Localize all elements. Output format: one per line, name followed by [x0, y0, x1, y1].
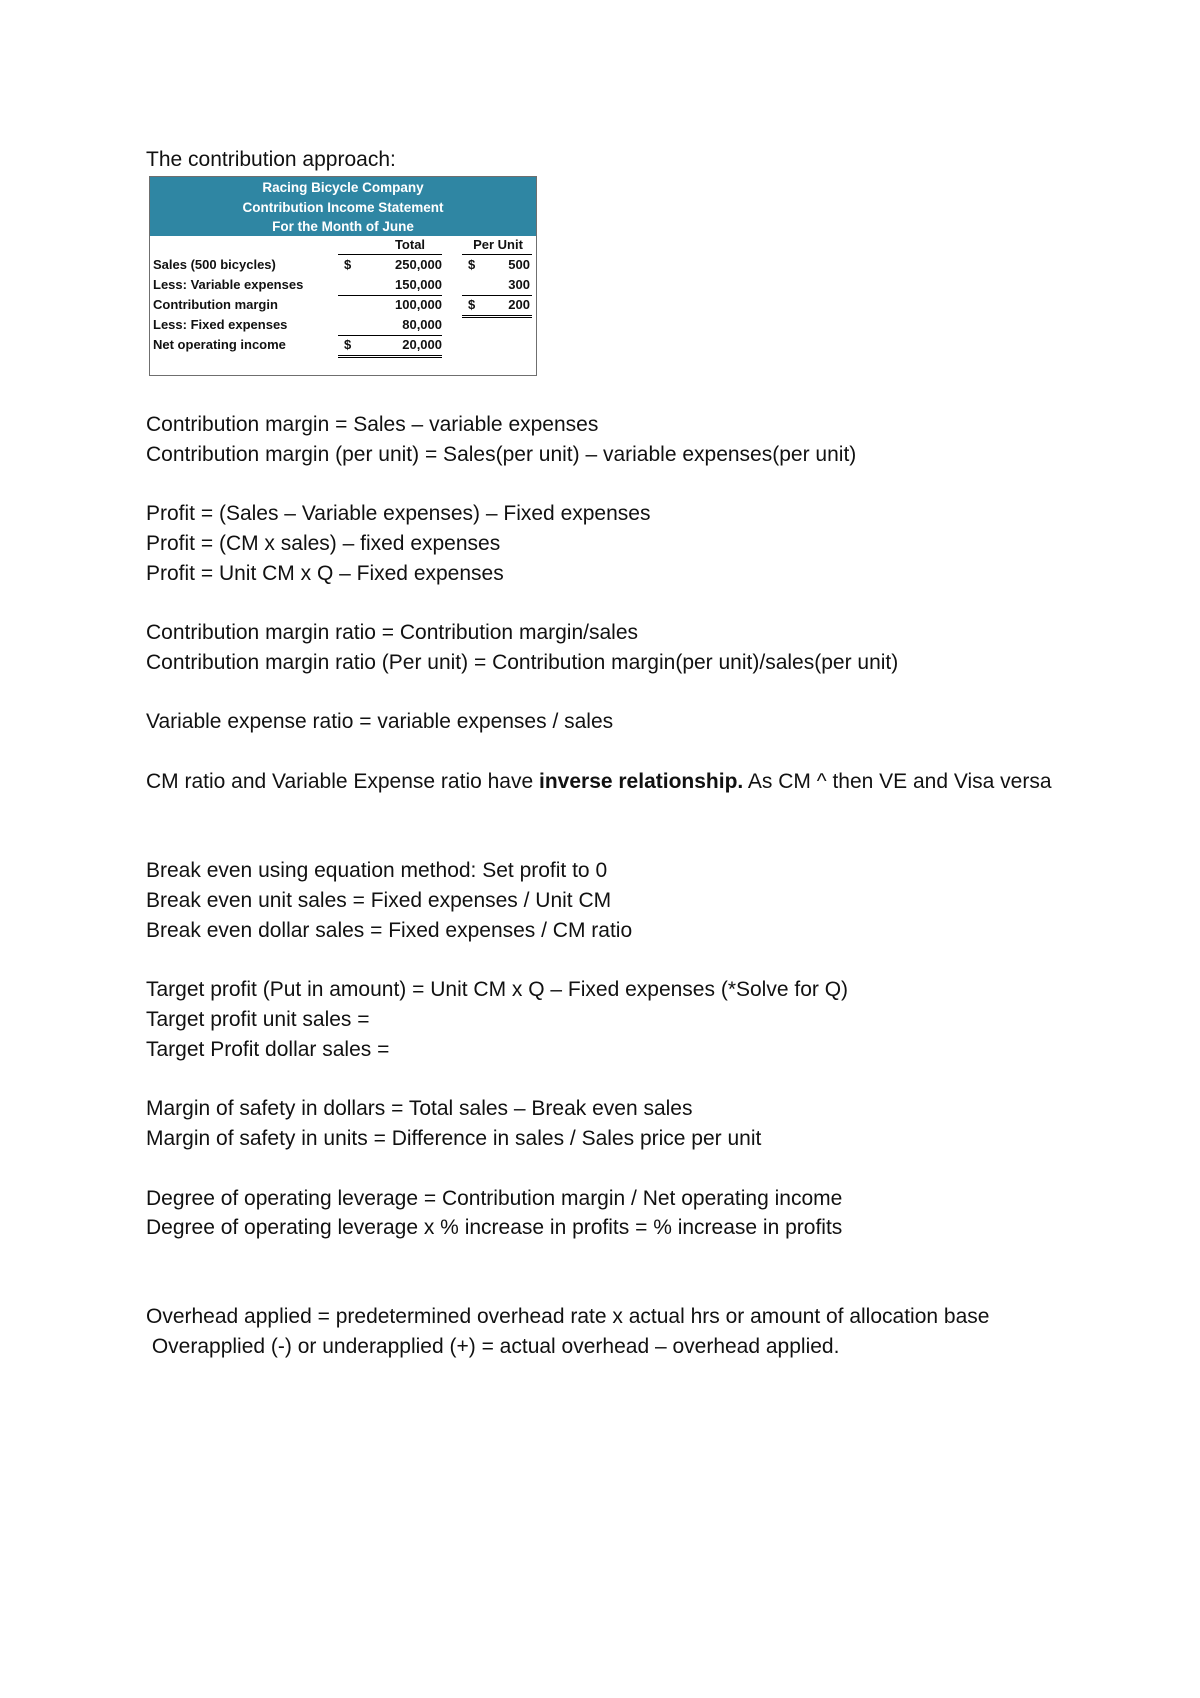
note-profit-1: Profit = (Sales – Variable expenses) – Fixed expenses: [146, 502, 651, 525]
header-underline-total: [338, 254, 442, 255]
note-overhead-2: Overapplied (-) or underapplied (+) = actual overhead – overhead applied.: [146, 1335, 840, 1358]
statement-body: [150, 236, 536, 376]
row-noi-total: 20,000: [402, 337, 442, 352]
row-label-contribution-margin: Contribution margin: [153, 297, 278, 312]
note-break-even-1: Break even using equation method: Set profit to 0: [146, 859, 608, 882]
note-margin-safety-1: Margin of safety in dollars = Total sales – Break even sales: [146, 1097, 693, 1120]
note-target-profit-3: Target Profit dollar sales =: [146, 1038, 390, 1061]
inverse-text-pre: CM ratio and Variable Expense ratio have: [146, 770, 539, 793]
note-variable-expense-ratio: Variable expense ratio = variable expenses / sales: [146, 710, 614, 733]
note-break-even-3: Break even dollar sales = Fixed expenses / CM ratio: [146, 919, 633, 942]
note-cm-1: Contribution margin = Sales – variable expenses: [146, 413, 599, 436]
row-label-fixed-expenses: Less: Fixed expenses: [153, 317, 288, 332]
statement-title: Contribution Income Statement: [242, 199, 444, 215]
note-target-profit-1: Target profit (Put in amount) = Unit CM x Q – Fixed expenses (*Solve for Q): [146, 978, 849, 1001]
row-variable-unit: 300: [508, 277, 530, 292]
row-cm-unit: 200: [508, 297, 530, 312]
row-fixed-total: 80,000: [402, 317, 442, 332]
note-target-profit-2: Target profit unit sales =: [146, 1008, 370, 1031]
statement-header: [150, 177, 536, 236]
row-cm-unit-dollar: $: [468, 297, 476, 312]
col-header-per-unit: Per Unit: [473, 237, 523, 252]
section-heading: The contribution approach:: [146, 148, 396, 171]
row-sales-total-dollar: $: [344, 257, 352, 272]
row-variable-total: 150,000: [395, 277, 442, 292]
statement-company: Racing Bicycle Company: [262, 180, 424, 195]
note-operating-leverage-2: Degree of operating leverage x % increase in profits = % increase in profits: [146, 1216, 843, 1239]
row-sales-total: 250,000: [395, 257, 442, 272]
row-sales-unit-dollar: $: [468, 257, 476, 272]
note-cmr-1: Contribution margin ratio = Contribution margin/sales: [146, 621, 638, 644]
row-label-variable-expenses: Less: Variable expenses: [153, 277, 304, 292]
note-break-even-2: Break even unit sales = Fixed expenses / Unit CM: [146, 889, 612, 912]
note-operating-leverage-1: Degree of operating leverage = Contribution margin / Net operating income: [146, 1187, 843, 1210]
note-profit-3: Profit = Unit CM x Q – Fixed expenses: [146, 562, 504, 585]
row-label-sales: Sales (500 bicycles): [153, 257, 276, 272]
row-noi-total-dollar: $: [344, 337, 352, 352]
cm-double-underline-unit: [462, 315, 532, 318]
note-profit-2: Profit = (CM x sales) – fixed expenses: [146, 532, 501, 555]
note-cmr-2: Contribution margin ratio (Per unit) = Contribution margin(per unit)/sales(per unit): [146, 651, 899, 674]
col-header-total: Total: [394, 237, 426, 252]
row-cm-total: 100,000: [395, 297, 442, 312]
inverse-text-bold: inverse relationship.: [539, 770, 744, 793]
note-cm-2: Contribution margin (per unit) = Sales(per unit) – variable expenses(per unit): [146, 443, 857, 466]
inverse-text-post: As CM ^ then VE and Visa versa: [743, 770, 1052, 793]
statement-period: For the Month of June: [272, 219, 414, 234]
row-sales-unit: 500: [508, 257, 530, 272]
note-margin-safety-2: Margin of safety in units = Difference in sales / Sales price per unit: [146, 1127, 762, 1150]
noi-double-underline-total: [338, 355, 442, 358]
note-overhead-1: Overhead applied = predetermined overhead rate x actual hrs or amount of allocation base: [146, 1305, 990, 1328]
header-underline-unit: [462, 254, 532, 255]
income-statement-figure: [149, 176, 537, 376]
row-label-net-operating-income: Net operating income: [153, 337, 286, 352]
note-inverse-relationship: [146, 767, 1076, 797]
